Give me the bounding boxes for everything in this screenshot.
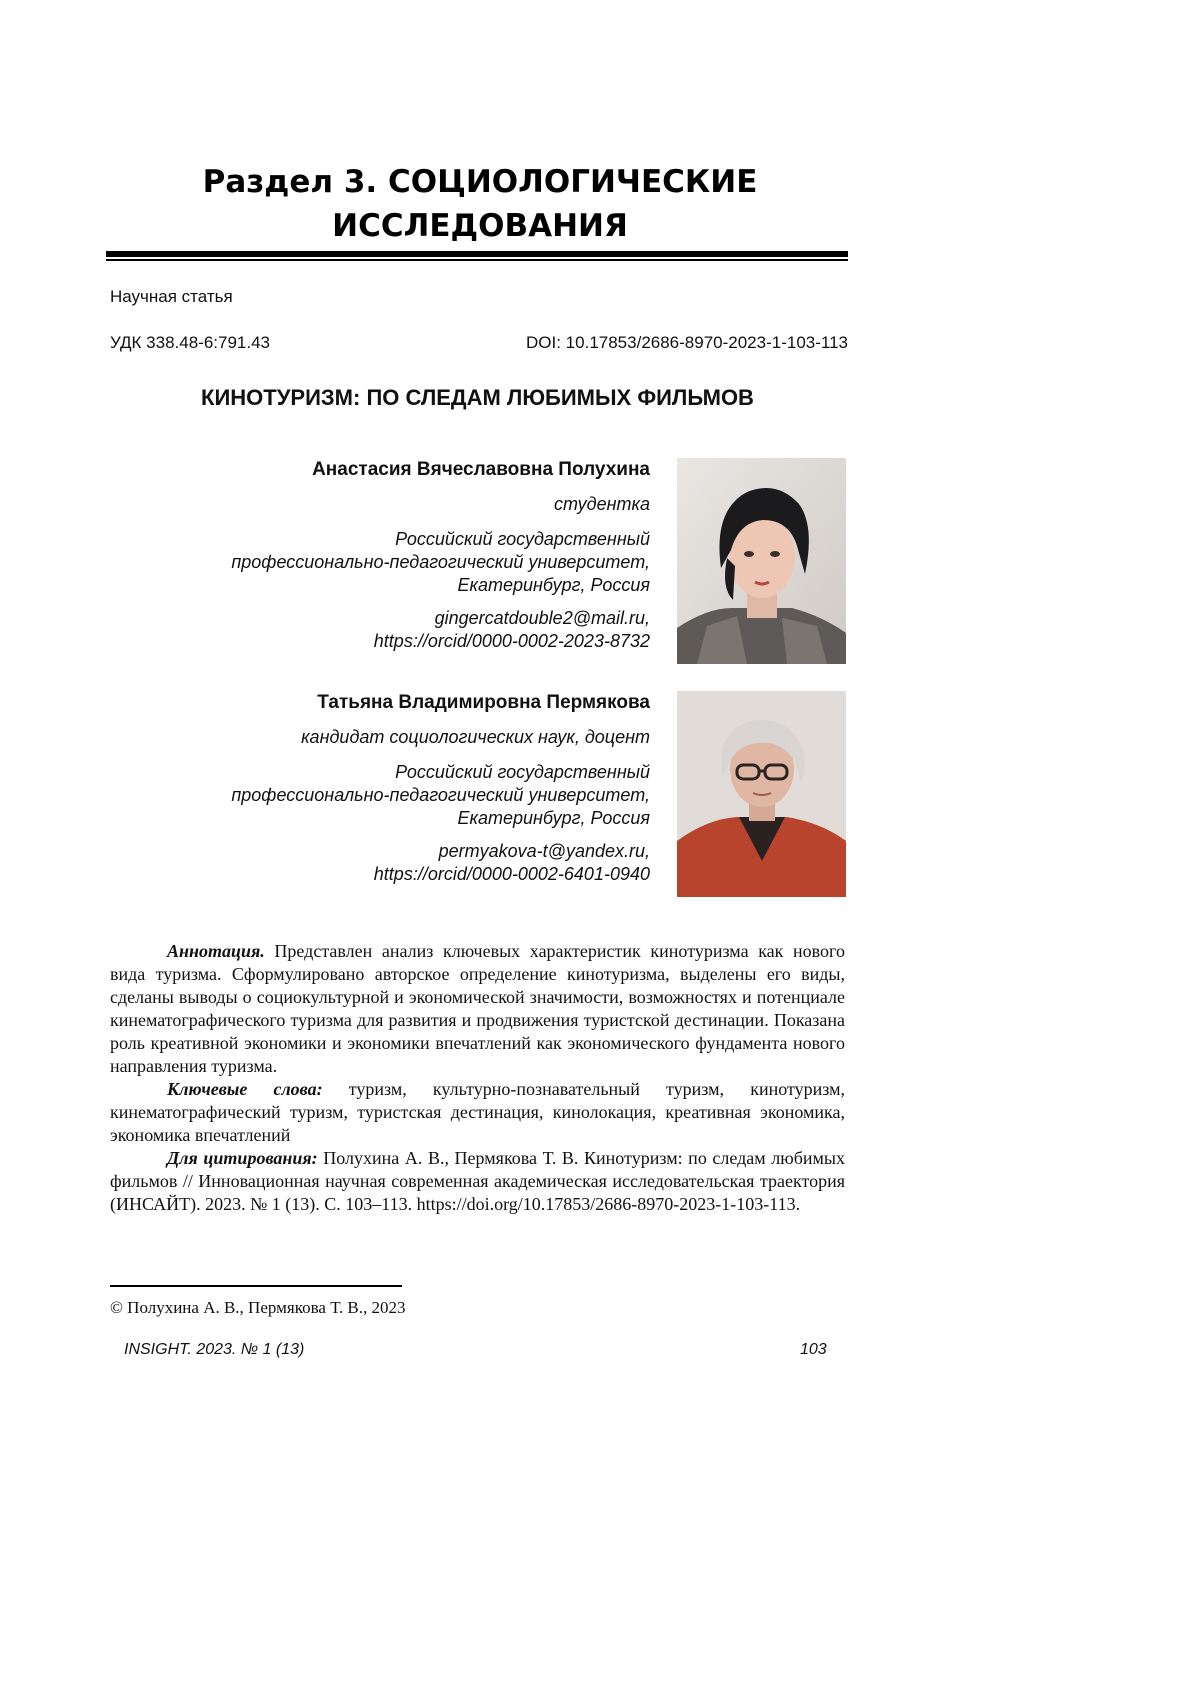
- affiliation-line: профессионально-педагогический университет,: [231, 552, 650, 572]
- author-block-2: [130, 691, 650, 886]
- affiliation-line: Российский государственный: [395, 529, 650, 549]
- section-rule-thick: [106, 251, 848, 257]
- affiliation-line: профессионально-педагогический университет,: [231, 785, 650, 805]
- copyright-note: © Полухина А. В., Пермякова Т. В., 2023: [110, 1298, 406, 1317]
- affiliation-line: Российский государственный: [395, 762, 650, 782]
- section-rule-thin: [106, 259, 848, 261]
- author-contacts: [130, 840, 650, 886]
- affiliation-line: Екатеринбург, Россия: [457, 575, 650, 595]
- doi[interactable]: DOI: 10.17853/2686-8970-2023-1-103-113: [526, 333, 848, 352]
- keywords-lead: Ключевые слова:: [167, 1079, 323, 1099]
- abstract-paragraph: [110, 940, 845, 1078]
- author-orcid[interactable]: https://orcid/0000-0002-6401-0940: [373, 864, 650, 884]
- author-orcid[interactable]: https://orcid/0000-0002-2023-8732: [373, 631, 650, 651]
- keywords-paragraph: [110, 1078, 845, 1147]
- author-affiliation: [130, 528, 650, 597]
- author-email[interactable]: permyakova-t@yandex.ru,: [438, 841, 650, 861]
- author-name: Анастасия Вячеславовна Полухина: [312, 459, 650, 480]
- abstract-text: Представлен анализ ключевых характеристик кинотуризма как нового вида туризма. Сформулировано авторское определение кинотуризма, выделены его виды, сделаны выводы о социокультурной и экономической значимости, возможностях и потенциале кинематографического туризма для развития и продвижения туристской дестинации. Показана роль креативной экономики и экономики впечатлений как экономического фундамента нового направления туризма.: [110, 941, 845, 1076]
- article-type: Научная статья: [110, 287, 233, 306]
- author-role: студентка: [554, 494, 650, 514]
- keywords-text: туризм, культурно-познавательный туризм, кинотуризм, кинематографический туризм, туристская дестинация, кинолокация, креативная экономика, экономика впечатлений: [110, 1079, 845, 1145]
- udc-code: УДК 338.48-6:791.43: [110, 333, 271, 352]
- section-heading: [110, 160, 850, 248]
- author-block-1: [130, 458, 650, 653]
- citation-text: Полухина А. В., Пермякова Т. В. Кинотуризм: по следам любимых фильмов // Инновационная научная современная академическая исследовательская траектория (ИНСАЙТ). 2023. № 1 (13). С. 103–113. https://doi.org/10.17853/2686-8970-2023-1-103-113.: [110, 1148, 845, 1214]
- author-name: Татьяна Владимировна Пермякова: [317, 692, 650, 713]
- author-photo-1: [677, 458, 846, 664]
- article-title: КИНОТУРИЗМ: ПО СЛЕДАМ ЛЮБИМЫХ ФИЛЬМОВ: [201, 385, 754, 410]
- affiliation-line: Екатеринбург, Россия: [457, 808, 650, 828]
- author-email[interactable]: gingercatdouble2@mail.ru,: [434, 608, 650, 628]
- section-heading-line-1: Раздел 3. СОЦИОЛОГИЧЕСКИЕ: [202, 164, 758, 200]
- author-photo-2: [677, 691, 846, 897]
- author-role: кандидат социологических наук, доцент: [301, 727, 650, 747]
- author-affiliation: [130, 761, 650, 830]
- footer-journal: INSIGHT. 2023. № 1 (13): [124, 1341, 305, 1358]
- author-contacts: [130, 607, 650, 653]
- section-heading-line-2: ИССЛЕДОВАНИЯ: [332, 208, 628, 244]
- citation-lead: Для цитирования:: [167, 1148, 318, 1168]
- abstract-lead: Аннотация.: [167, 941, 265, 961]
- citation-paragraph: [110, 1147, 845, 1216]
- footnote-rule: [110, 1285, 402, 1287]
- page-number: 103: [800, 1341, 827, 1358]
- abstract-section: [110, 940, 845, 1216]
